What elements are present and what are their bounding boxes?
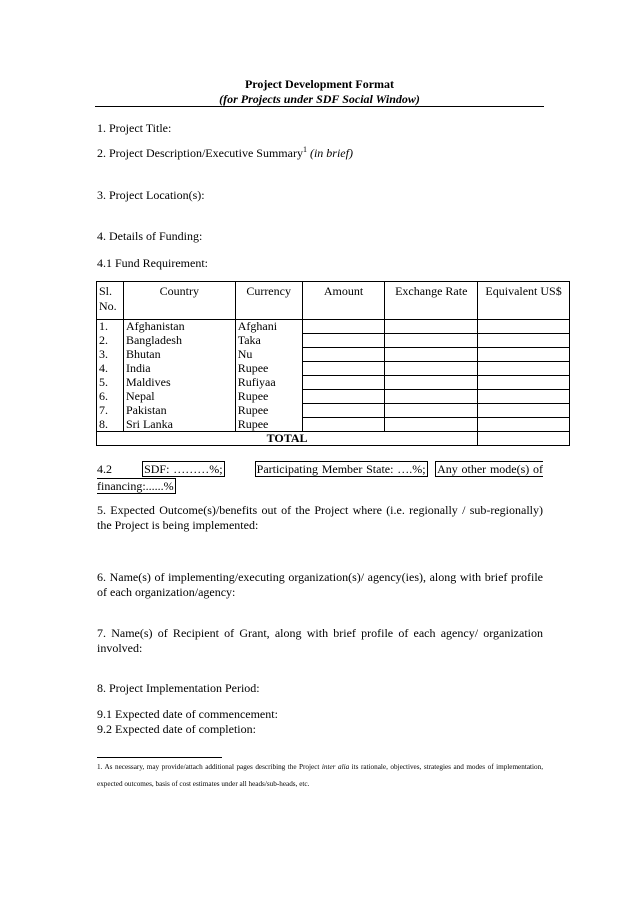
financing-label: 4.2: [97, 462, 112, 476]
row-amount-cell[interactable]: [302, 348, 385, 362]
row-number: 5.: [97, 376, 124, 390]
section-project-description-label: 2. Project Description/Executive Summary: [97, 146, 303, 160]
table-row: [97, 320, 570, 334]
row-country: Maldives: [123, 376, 235, 390]
footnote-marker: 1: [302, 145, 307, 154]
row-number: 2.: [97, 334, 124, 348]
row-country: Sri Lanka: [123, 418, 235, 432]
section-implementing-organizations: 6. Name(s) of implementing/executing organization(s)/ agency(ies), along with brief profile of each organization/agency:: [97, 570, 543, 599]
table-row: [97, 404, 570, 418]
row-country: Bangladesh: [123, 334, 235, 348]
row-exchange-rate-cell[interactable]: [385, 348, 478, 362]
row-currency: Taka: [235, 334, 302, 348]
table-row: [97, 334, 570, 348]
row-equivalent-cell[interactable]: [478, 390, 570, 404]
row-number: 4.: [97, 362, 124, 376]
header-rule: [95, 106, 544, 107]
footnote: [97, 759, 543, 793]
row-amount-cell[interactable]: [302, 404, 385, 418]
table-row: [97, 362, 570, 376]
total-equivalent-cell[interactable]: [478, 432, 570, 446]
fund-requirement-table: [96, 281, 570, 446]
row-currency: Rupee: [235, 404, 302, 418]
member-state-share-field[interactable]: Participating Member State: ….%;: [256, 462, 426, 476]
row-equivalent-cell[interactable]: [478, 334, 570, 348]
row-country: Pakistan: [123, 404, 235, 418]
row-exchange-rate-cell[interactable]: [385, 334, 478, 348]
total-label: TOTAL: [97, 432, 478, 446]
section-implementation-period: 8. Project Implementation Period:: [97, 681, 260, 695]
row-exchange-rate-cell[interactable]: [385, 404, 478, 418]
row-exchange-rate-cell[interactable]: [385, 320, 478, 334]
footnote-rest: its rationale, objectives, strategies and modes of implementation, expected outcomes, basis of cost estimates under all heads/sub-heads, etc.: [97, 763, 543, 788]
header-exchange-rate: Exchange Rate: [385, 282, 478, 320]
row-country: Bhutan: [123, 348, 235, 362]
row-number: 7.: [97, 404, 124, 418]
section-project-location: 3. Project Location(s):: [97, 188, 205, 202]
row-exchange-rate-cell[interactable]: [385, 418, 478, 432]
section-expected-outcomes: 5. Expected Outcome(s)/benefits out of the Project where (i.e. regionally / sub-regionally) the Project is being implemented:: [97, 503, 543, 532]
row-equivalent-cell[interactable]: [478, 376, 570, 390]
section-fund-requirement: 4.1 Fund Requirement:: [97, 256, 208, 270]
section-commencement-date: 9.1 Expected date of commencement:: [97, 707, 278, 721]
row-amount-cell[interactable]: [302, 418, 385, 432]
row-equivalent-cell[interactable]: [478, 404, 570, 418]
table-row: [97, 418, 570, 432]
table-total-row: [97, 432, 570, 446]
document-title: Project Development Format: [244, 77, 395, 91]
row-country: Afghanistan: [123, 320, 235, 334]
section-project-title: 1. Project Title:: [97, 121, 172, 135]
row-amount-cell[interactable]: [302, 376, 385, 390]
footnote-lead: 1. As necessary, may provide/attach additional pages describing the Project: [97, 763, 322, 771]
section-financing-split: [97, 461, 543, 495]
row-country: Nepal: [123, 390, 235, 404]
row-currency: Rupee: [235, 390, 302, 404]
row-currency: Rupee: [235, 418, 302, 432]
row-exchange-rate-cell[interactable]: [385, 390, 478, 404]
header-currency: Currency: [235, 282, 302, 320]
table-header-row: [97, 282, 570, 320]
document-subtitle: (for Projects under SDF Social Window): [219, 92, 420, 106]
header-sl-no: Sl. No.: [97, 282, 124, 320]
footnote-rule: [97, 757, 222, 758]
row-country: India: [123, 362, 235, 376]
row-amount-cell[interactable]: [302, 362, 385, 376]
section-funding-details: 4. Details of Funding:: [97, 229, 203, 243]
row-number: 3.: [97, 348, 124, 362]
table-row: [97, 348, 570, 362]
section-project-description-note: (in brief): [309, 146, 353, 160]
table-row: [97, 390, 570, 404]
footnote-italic: inter alia: [321, 763, 350, 771]
row-equivalent-cell[interactable]: [478, 418, 570, 432]
sdf-share-field[interactable]: SDF: ………%;: [144, 462, 223, 476]
row-equivalent-cell[interactable]: [478, 362, 570, 376]
row-equivalent-cell[interactable]: [478, 348, 570, 362]
header-amount: Amount: [302, 282, 385, 320]
row-number: 1.: [97, 320, 124, 334]
section-grant-recipients: 7. Name(s) of Recipient of Grant, along with brief profile of each agency/ organization involved:: [97, 626, 543, 655]
section-completion-date: 9.2 Expected date of completion:: [97, 722, 256, 736]
row-currency: Afghani: [235, 320, 302, 334]
section-project-description: [97, 146, 353, 161]
row-currency: Nu: [235, 348, 302, 362]
table-body: [97, 320, 570, 432]
row-number: 8.: [97, 418, 124, 432]
row-amount-cell[interactable]: [302, 390, 385, 404]
row-currency: Rufiyaa: [235, 376, 302, 390]
row-number: 6.: [97, 390, 124, 404]
row-amount-cell[interactable]: [302, 320, 385, 334]
other-financing-field[interactable]: Any other mode(s) of financing:......%: [97, 462, 544, 493]
table-row: [97, 376, 570, 390]
row-equivalent-cell[interactable]: [478, 320, 570, 334]
row-exchange-rate-cell[interactable]: [385, 376, 478, 390]
header-country: Country: [123, 282, 235, 320]
header-equivalent-usd: Equivalent US$: [478, 282, 570, 320]
row-amount-cell[interactable]: [302, 334, 385, 348]
row-exchange-rate-cell[interactable]: [385, 362, 478, 376]
row-currency: Rupee: [235, 362, 302, 376]
